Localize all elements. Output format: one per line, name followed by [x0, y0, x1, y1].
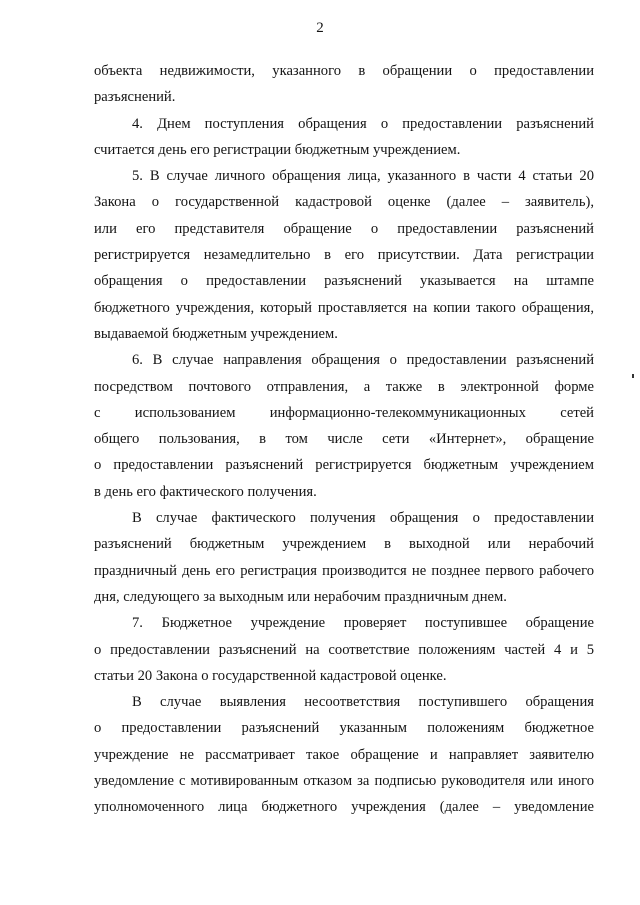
text-line: В случае выявления несоответствия поступившего обращения — [132, 694, 594, 711]
text-line: бюджетного учреждения, который проставляется на копии такого обращения, — [94, 299, 594, 316]
paragraph-item-5 — [94, 163, 594, 347]
page-number: 2 — [316, 20, 324, 36]
paragraph-item-4 — [94, 111, 594, 164]
text-line: разъяснений бюджетным учреждением в выходной или нерабочий — [94, 536, 594, 553]
text-line: уполномоченного лица бюджетного учреждения (далее – уведомление — [94, 799, 594, 816]
text-line: о предоставлении разъяснений на соответствие положениям частей 4 и 5 — [94, 641, 594, 658]
text-line: праздничный день его регистрация производится не позднее первого рабочего — [94, 562, 594, 579]
scan-speck — [632, 374, 634, 378]
text-line: дня, следующего за выходным или нерабочим праздничным днем. — [94, 588, 507, 605]
text-line: учреждение не рассматривает такое обращение и направляет заявителю — [94, 746, 594, 763]
text-line: 5. В случае личного обращения лица, указанного в части 4 статьи 20 — [132, 168, 594, 185]
text-line: в день его фактического получения. — [94, 483, 317, 500]
document-body — [94, 58, 594, 821]
paragraph-holiday-rule — [94, 505, 594, 610]
text-line: 7. Бюджетное учреждение проверяет поступившее обращение — [132, 615, 594, 632]
text-line: уведомление с мотивированным отказом за подписью руководителя или иного — [94, 773, 594, 790]
paragraph-continuation — [94, 58, 594, 111]
text-line: 6. В случае направления обращения о предоставлении разъяснений — [132, 352, 594, 369]
text-line: или его представителя обращение о предоставлении разъяснений — [94, 220, 594, 237]
text-line: объекта недвижимости, указанного в обращении о предоставлении — [94, 63, 594, 79]
text-line: общего пользования, в том числе сети «Интернет», обращение — [94, 431, 594, 448]
paragraph-item-7 — [94, 610, 594, 689]
text-line: В случае фактического получения обращения о предоставлении — [132, 510, 594, 527]
paragraph-nonconformity — [94, 689, 594, 820]
text-line: Закона о государственной кадастровой оценке (далее – заявитель), — [94, 194, 594, 211]
text-line: обращения о предоставлении разъяснений указывается на штампе — [94, 273, 594, 290]
text-line: 4. Днем поступления обращения о предоставлении разъяснений — [132, 115, 594, 132]
text-line: с использованием информационно-телекоммуникационных сетей — [94, 404, 594, 421]
text-line: выдаваемой бюджетным учреждением. — [94, 325, 338, 342]
text-line: разъяснений. — [94, 89, 176, 106]
text-line: регистрируется незамедлительно в его присутствии. Дата регистрации — [94, 247, 594, 264]
text-line: о предоставлении разъяснений указанным положениям бюджетное — [94, 720, 594, 737]
text-line: о предоставлении разъяснений регистрируется бюджетным учреждением — [94, 457, 594, 474]
paragraph-item-6 — [94, 347, 594, 505]
text-line: считается день его регистрации бюджетным учреждением. — [94, 141, 461, 158]
text-line: статьи 20 Закона о государственной кадастровой оценке. — [94, 667, 447, 684]
text-line: посредством почтового отправления, а также в электронной форме — [94, 378, 594, 395]
